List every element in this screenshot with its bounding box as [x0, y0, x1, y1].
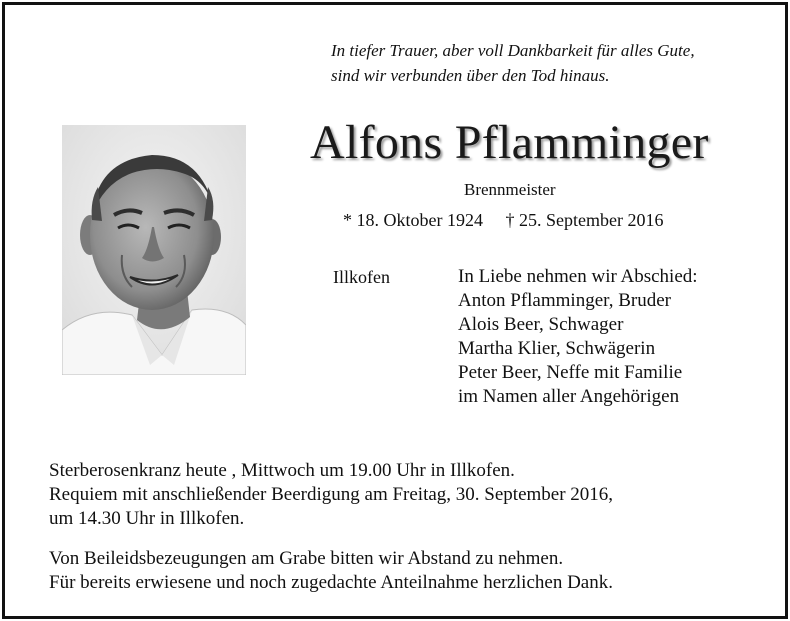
motto: [331, 38, 695, 88]
funeral-services: [49, 459, 613, 531]
motto-line: In tiefer Trauer, aber voll Dankbarkeit für alles Gute,: [331, 41, 695, 60]
service-line: um 14.30 Uhr in Illkofen.: [49, 508, 245, 529]
mourner-entry: Peter Beer, Neffe mit Familie: [458, 362, 683, 383]
closing-line: Für bereits erwiesene und noch zugedachte Anteilnahme herzlichen Dank.: [49, 572, 613, 593]
deceased-occupation: Brennmeister: [464, 180, 556, 199]
mourner-entry: Anton Pflamminger, Bruder: [458, 290, 671, 311]
portrait-photo: [62, 125, 246, 375]
death-date: † 25. September 2016: [505, 210, 664, 230]
motto-line: sind wir verbunden über den Tod hinaus.: [331, 66, 610, 85]
place-label: Illkofen: [333, 267, 390, 287]
closing-note: [49, 547, 613, 595]
life-dates: [343, 208, 663, 232]
mourners-heading: In Liebe nehmen wir Abschied:: [458, 266, 698, 287]
obituary-frame: [2, 2, 788, 619]
birth-date: * 18. Oktober 1924: [343, 210, 483, 230]
mourner-entry: im Namen aller Angehörigen: [458, 386, 680, 407]
mourner-entry: Alois Beer, Schwager: [458, 314, 624, 335]
portrait-illustration: [62, 125, 246, 375]
service-line: Requiem mit anschließender Beerdigung am Freitag, 30. September 2016,: [49, 484, 614, 505]
deceased-name: Alfons Pflamminger: [310, 116, 709, 169]
closing-line: Von Beileidsbezeugungen am Grabe bitten wir Abstand zu nehmen.: [49, 548, 564, 569]
mourner-entry: Martha Klier, Schwägerin: [458, 338, 656, 359]
service-line: Sterberosenkranz heute , Mittwoch um 19.00 Uhr in Illkofen.: [49, 460, 515, 481]
mourners-list: [458, 265, 698, 409]
